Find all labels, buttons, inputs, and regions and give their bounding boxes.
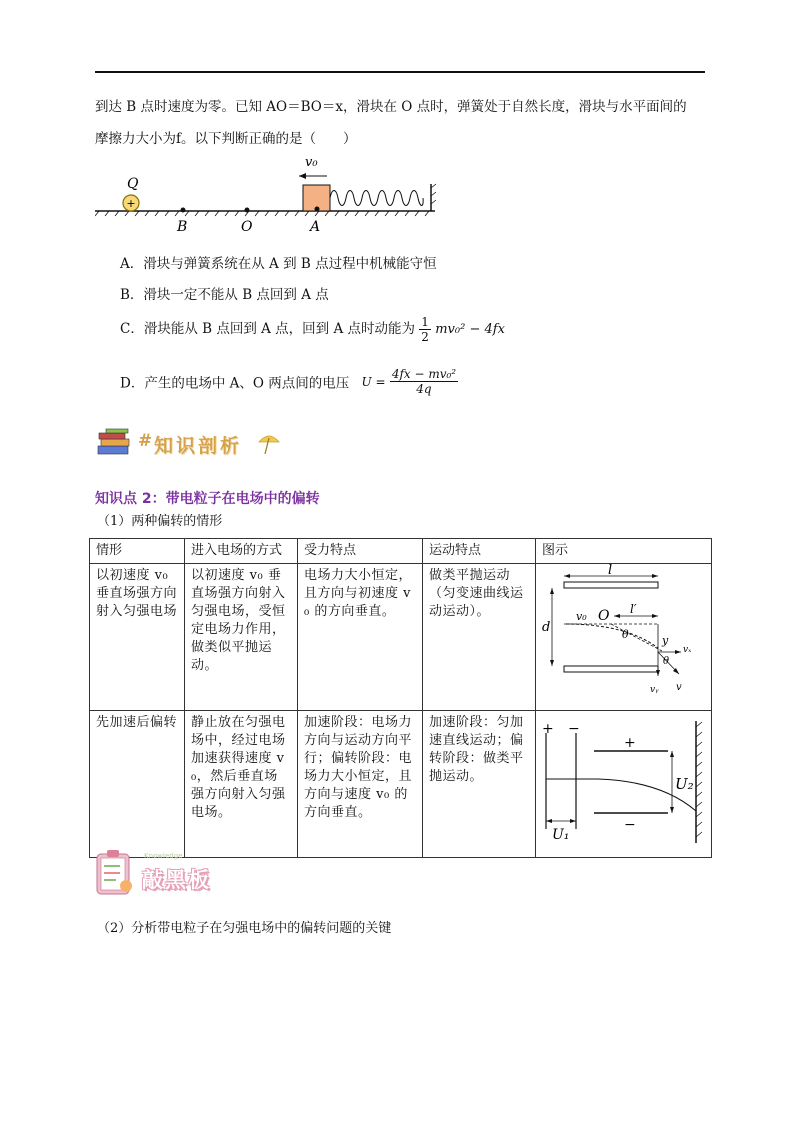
fig-label-theta: θ [622,628,629,641]
option-A: A．滑块与弹簧系统在从 A 到 B 点过程中机械能守恒 [120,256,437,272]
accelerate-deflect-diagram [536,711,711,851]
label-A: A [310,219,321,235]
header-cell: 受力特点 [298,539,423,564]
fig-minus-2: − [624,817,636,833]
fig-label-lprime: l′ [630,602,637,616]
fig-label-vy: vᵧ [650,685,659,695]
blackboard-banner [92,848,242,898]
table-row [90,711,712,858]
banner2-small: Knowledge [144,852,183,860]
fig-label-U1: U₁ [552,827,570,843]
table-cell: 以初速度 v₀ 垂直场强方向射入匀强电场，受恒定电场力作用，做类似平抛运动。 [185,564,298,711]
subheading-2: （2）分析带电粒子在匀强电场中的偏转问题的关键 [97,921,392,936]
banner2-title: 敲黑板 [142,868,211,892]
fig-label-theta2: θ [663,656,670,667]
label-Q: Q [127,176,139,192]
option-C: C．滑块能从 B 点回到 A 点，回到 A 点时动能为 $\frac{1}{2}$ mv₀² − 4fx [120,315,505,344]
fig-label-d: d [542,620,551,635]
fig-minus-1: − [568,721,580,737]
fig-label-y: y [662,634,669,647]
table-cell: 先加速后偏转 [90,711,185,858]
table-cell: 做类平抛运动（匀变速曲线运动运动）。 [423,564,536,711]
fig-label-U2: U₂ [675,775,694,793]
deflection-table [89,538,712,858]
label-v0: v₀ [305,155,318,170]
option-B: B．滑块一定不能从 B 点回到 A 点 [120,287,329,303]
table-row [90,564,712,711]
section-banner [96,428,296,458]
fig-label-v0: v₀ [576,610,587,623]
label-B: B [177,219,188,235]
spring [330,191,423,206]
umbrella-icon [256,430,282,456]
problem-line-1: 到达 B 点时速度为零。已知 AO＝BO＝x，滑块在 O 点时，弹簧处于自然长度，滑块与水平面间的 [95,99,687,115]
option-D: D．产生的电场中 A、O 两点间的电压 U = $\frac{\text{4fx − mv₀²}}{4q}$ [120,367,457,396]
knowledge-point-title: 知识点 2：带电粒子在电场中的偏转 [95,491,320,507]
subheading-1: （1）两种偏转的情形 [97,514,223,529]
header-rule [95,71,705,73]
table-cell: 静止放在匀强电场中，经过电场加速获得速度 v₀，然后垂直场强方向射入匀强电场。 [185,711,298,858]
spring-figure [95,150,440,235]
header-cell: 进入电场的方式 [185,539,298,564]
header-cell: 图示 [536,539,712,564]
charge-plus-label: + [126,197,136,210]
clipboard-icon [92,848,136,896]
table-cell: 电场力大小恒定，且方向与初速度 v₀ 的方向垂直。 [298,564,423,711]
banner-title: 知识剖析 [154,435,243,457]
fig-label-O: O [598,608,610,624]
table-figure-cell [536,711,712,858]
fig-label-l: l [608,564,613,578]
header-cell: 情形 [90,539,185,564]
table-cell: 以初速度 v₀ 垂直场强方向射入匀强电场 [90,564,185,711]
table-cell: 加速阶段：匀加速直线运动；偏转阶段：做类平抛运动。 [423,711,536,858]
fig-label-vx: vₓ [683,645,692,655]
books-icon [96,428,136,458]
table-header-row [90,539,712,564]
deflection-diagram [536,564,711,704]
table-cell: 加速阶段：电场力方向与运动方向平行；偏转阶段：电场力大小恒定，且方向与速度 v₀ 的方向垂直。 [298,711,423,858]
problem-line-2: 摩擦力大小为f。以下判断正确的是（ ） [95,131,357,147]
banner-hash: # [138,431,153,451]
fig-label-v: v [676,682,682,693]
header-cell: 运动特点 [423,539,536,564]
table-figure-cell [536,564,712,711]
fig-plus-1: + [542,721,554,737]
fig-plus-2: + [624,735,636,751]
label-O: O [241,219,253,235]
